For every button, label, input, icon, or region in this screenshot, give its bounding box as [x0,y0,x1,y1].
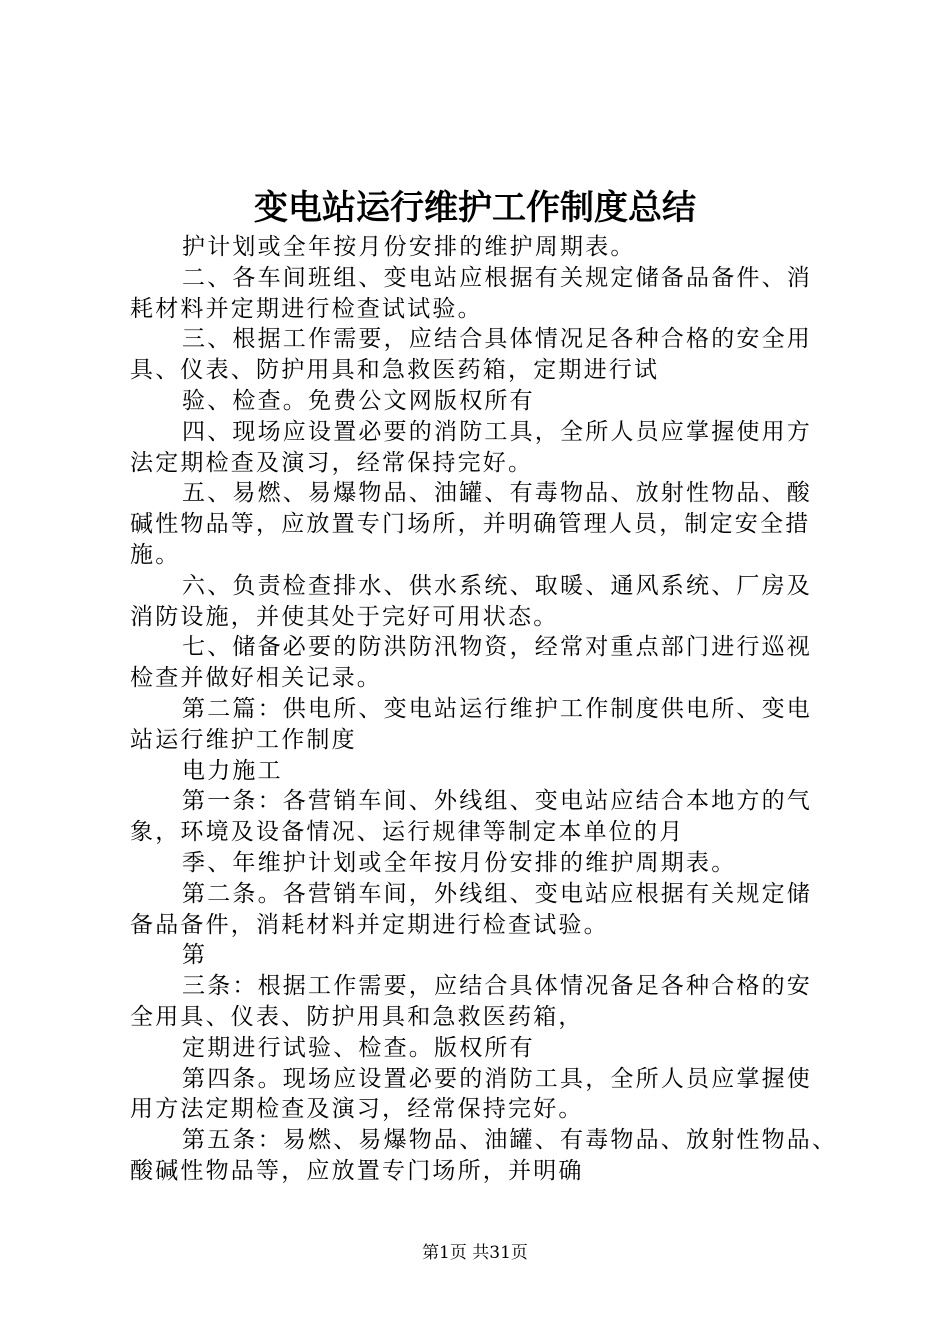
body-line: 五、易燃、易爆物品、油罐、有毒物品、放射性物品、酸 [182,480,812,507]
body-line: 施。 [130,541,181,568]
body-line: 第五条：易燃、易爆物品、油罐、有毒物品、放射性物品、 [182,1127,838,1154]
body-line: 三、根据工作需要，应结合具体情况足各种合格的安全用 [182,326,812,353]
body-line: 消防设施，并使其处于完好可用状态。 [130,603,559,630]
body-line: 护计划或全年按月份安排的维护周期表。 [182,234,636,260]
page-footer: 第1页 共31页 [422,1243,528,1263]
body-line: 用方法定期检查及演习，经常保持完好。 [130,1096,584,1123]
body-line: 耗材料并定期进行检查试试验。 [130,295,483,322]
body-line: 季、年维护计划或全年按月份安排的维护周期表。 [182,849,737,876]
body-line: 第四条。现场应设置必要的消防工具，全所人员应掌握使 [182,1065,812,1092]
body-line: 第二条。各营销车间，外线组、变电站应根据有关规定储 [182,880,812,907]
body-line: 法定期检查及演习，经常保持完好。 [130,449,534,476]
body-line: 备品备件，消耗材料并定期进行检查试验。 [130,911,609,938]
body-line: 四、现场应设置必要的消防工具，全所人员应掌握使用方 [182,418,812,445]
document-title: 变电站运行维护工作制度总结 [254,188,696,228]
body-line: 全用具、仪表、防护用具和急救医药箱， [130,1003,584,1030]
body-line: 检查并做好相关记录。 [130,665,382,692]
body-line: 第 [182,942,208,969]
body-line: 酸碱性物品等，应放置专门场所，并明确 [130,1157,584,1184]
body-line: 具、仪表、防护用具和急救医药箱，定期进行试 [130,357,660,384]
body-line: 电力施工 [182,757,283,784]
body-line: 第一条：各营销车间、外线组、变电站应结合本地方的气 [182,788,812,815]
body-line: 七、储备必要的防洪防汛物资，经常对重点部门进行巡视 [182,634,812,661]
body-line: 六、负责检查排水、供水系统、取暖、通风系统、厂房及 [182,572,812,599]
body-line: 站运行维护工作制度 [130,726,357,753]
body-line: 象，环境及设备情况、运行规律等制定本单位的月 [130,819,685,846]
body-line: 定期进行试验、检查。版权所有 [182,1034,535,1061]
body-line: 碱性物品等，应放置专门场所，并明确管理人员，制定安全措 [130,511,811,538]
body-line: 验、检查。免费公文网版权所有 [182,387,535,414]
body-line: 三条：根据工作需要，应结合具体情况备足各种合格的安 [182,973,812,1000]
document-body [130,232,845,1187]
body-line: 第二篇：供电所、变电站运行维护工作制度供电所、变电 [182,695,812,722]
body-line: 二、各车间班组、变电站应根据有关规定储备品备件、消 [182,264,812,291]
